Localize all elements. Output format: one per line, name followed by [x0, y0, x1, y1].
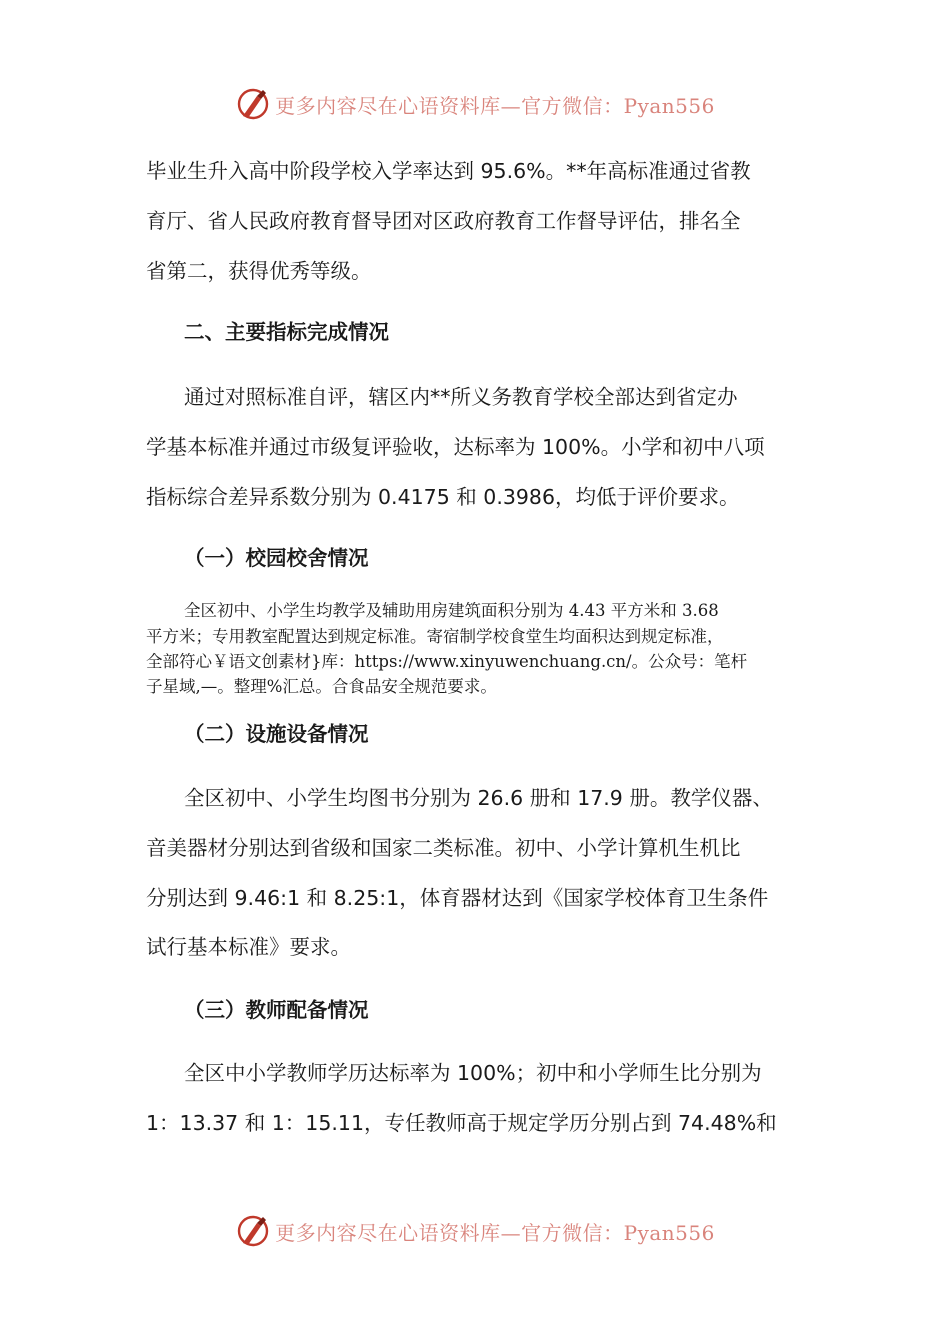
paragraph-line: 省第二，获得优秀等级。 [146, 259, 372, 283]
header-banner [0, 80, 950, 128]
subsection-heading: （一）校园校舍情况 [184, 546, 369, 570]
paragraph-line: 育厅、省人民政府教育督导团对区政府教育工作督导评估，排名全 [146, 209, 741, 233]
pen-nib-logo-icon [235, 86, 271, 122]
section-heading: 二、主要指标完成情况 [184, 320, 389, 344]
subsection-heading: （二）设施设备情况 [184, 722, 369, 746]
subsection-heading: （三）教师配备情况 [184, 998, 369, 1022]
paragraph-line: 学基本标准并通过市级复评验收，达标率为 100%。小学和初中八项 [146, 435, 765, 459]
banner-text: 更多内容尽在心语资料库—官方微信：Pyan556 [275, 93, 715, 118]
pen-nib-logo-icon [235, 1213, 271, 1249]
paragraph-line: 试行基本标准》要求。 [146, 935, 351, 959]
paragraph-line: 全区初中、小学生均图书分别为 26.6 册和 17.9 册。教学仪器、 [184, 786, 773, 810]
paragraph-line: 全部符心￥语文创素材}库：https://www.xinyuwenchuang.cn/。公众号：笔杆 [146, 652, 748, 671]
paragraph-line: 分别达到 9.46:1 和 8.25:1，体育器材达到《国家学校体育卫生条件 [146, 886, 769, 910]
banner-text: 更多内容尽在心语资料库—官方微信：Pyan556 [275, 1220, 715, 1245]
paragraph-line: 音美器材分别达到省级和国家二类标准。初中、小学计算机生机比 [146, 836, 741, 860]
paragraph-line: 平方米；专用教室配置达到规定标准。寄宿制学校食堂生均面积达到规定标准， [146, 627, 724, 646]
paragraph-line: 全区初中、小学生均教学及辅助用房建筑面积分别为 4.43 平方米和 3.68 [184, 601, 719, 620]
paragraph-line: 指标综合差异系数分别为 0.4175 和 0.3986，均低于评价要求。 [146, 485, 740, 509]
paragraph-line: 毕业生升入高中阶段学校入学率达到 95.6%。**年高标准通过省教 [146, 159, 751, 183]
paragraph-line: 子星域,—。整理%汇总。合食品安全规范要求。 [146, 677, 497, 696]
paragraph-line: 1：13.37 和 1：15.11，专任教师高于规定学历分别占到 74.48%和 [146, 1111, 777, 1135]
paragraph-line: 通过对照标准自评，辖区内**所义务教育学校全部达到省定办 [184, 385, 738, 409]
paragraph-line: 全区中小学教师学历达标率为 100%；初中和小学师生比分别为 [184, 1061, 762, 1085]
footer-banner [0, 1207, 950, 1255]
